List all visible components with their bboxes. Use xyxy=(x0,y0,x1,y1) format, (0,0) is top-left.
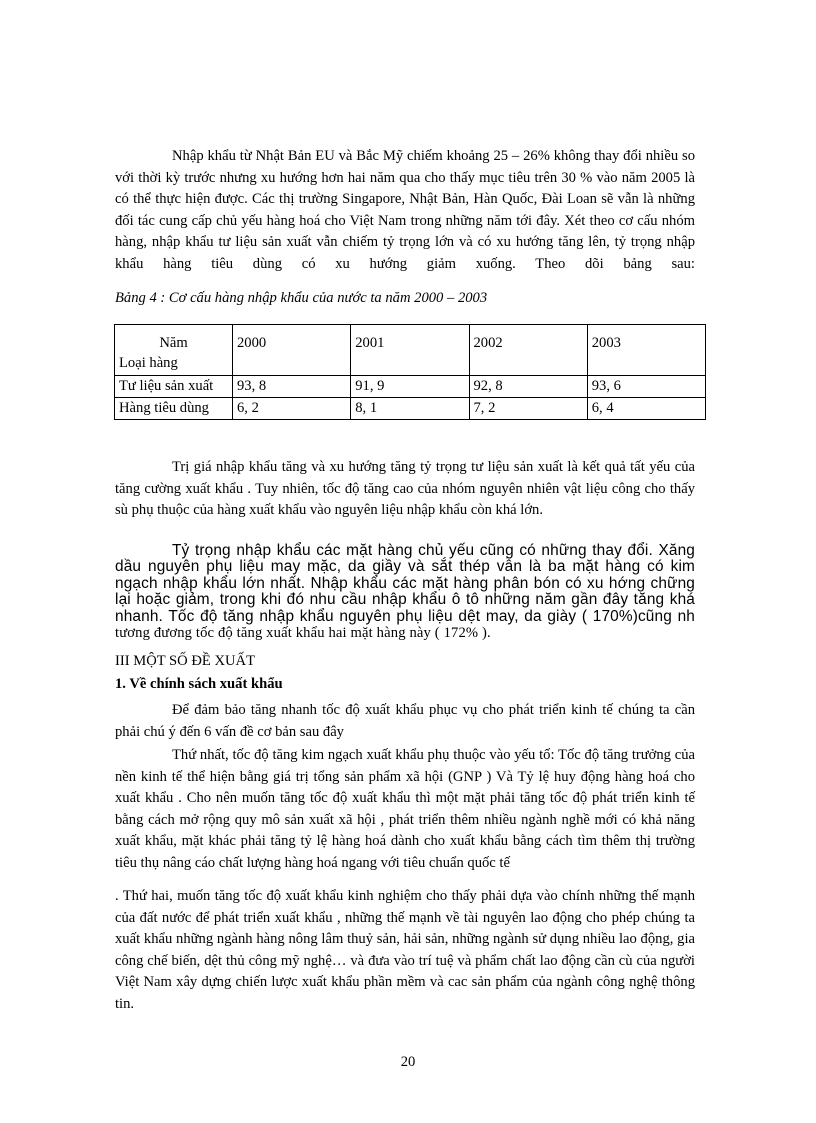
table-cell: 6, 2 xyxy=(233,398,351,420)
table-cell: 93, 8 xyxy=(233,376,351,398)
paragraph-text: Để đảm bảo tăng nhanh tốc độ xuất khẩu phục vụ cho phát triển kinh tế chúng ta cần phải chú ý đến 6 vấn đề cơ bản sau đây xyxy=(115,702,695,740)
paragraph-text: . Thứ hai, muốn tăng tốc độ xuất khẩu kinh nghiệm cho thấy phải dựa vào chính những thế mạnh của đất nước để phát triển xuất khẩu , những thế mạnh về tài nguyên lao động cho phép chúng ta xuất khẩu những ngành hàng nông lâm thuỷ sản, hải sản, những ngành sử dụng nhiều lao động, gia công chế biến, dệt thủ công mỹ nghệ… và đưa vào trí tuệ và phẩm chất lao động cần cù của người Việt Nam xây dựng chiến lược xuất khẩu phần mềm và cac sản phẩm của ngành công nghệ thông tin. xyxy=(115,888,695,1012)
table-header-year: 2003 xyxy=(587,325,705,376)
paragraph-import-items xyxy=(115,543,695,641)
paragraph-export-intro xyxy=(115,700,695,743)
paragraph-text-serif: tương đương tốc độ tăng xuất khẩu hai mặt hàng này ( 172% ). xyxy=(115,625,491,642)
table-cell: 92, 8 xyxy=(469,376,587,398)
paragraph-text: Thứ nhất, tốc độ tăng kim ngạch xuất khẩu phụ thuộc vào yếu tố: Tốc độ tăng trưởng của nền kinh tế thể hiện bằng giá trị tổng sản phẩm xã hội (GNP ) Và Tỷ lệ huy động hàng hoá cho xuất khẩu . Cho nên muốn tăng tốc độ xuất khẩu thì một mặt phải tăng tốc độ phát triển kinh tế bằng cách mở rộng quy mô sản xuất xã hội , phát triển thêm nhiều ngành nghề mới có khả năng xuất khẩu, mặt khác phải tăng tỷ lệ hàng hoá dành cho xuất khẩu bằng cách tìm thêm thị trường tiêu thụ nâng cáo chất lượng hàng hoá ngang với tiêu chuẩn quốc tế xyxy=(115,747,695,871)
paragraph-first-point xyxy=(115,745,695,875)
paragraph-import-markets xyxy=(115,146,695,276)
page-number: 20 xyxy=(400,1054,416,1070)
table-header-year: 2002 xyxy=(469,325,587,376)
subsection-heading: 1. Về chính sách xuất khẩu xyxy=(115,676,283,692)
row-label: Tư liệu sản xuất xyxy=(115,376,233,398)
table-cell: 6, 4 xyxy=(587,398,705,420)
paragraph-import-value xyxy=(115,457,695,522)
paragraph-text: Trị giá nhập khẩu tăng và xu hướng tăng tỷ trọng tư liệu sản xuất là kết quả tất yếu của tăng cường xuất khẩu . Tuy nhiên, tốc độ tăng cao của nhóm nguyên nhiên vật liệu công cho thấy sù phụ thuộc của hàng xuất khẩu vào nguyên liệu nhập khẩu còn khá lớn. xyxy=(115,459,695,519)
header-category-label: Loại hàng xyxy=(119,355,178,371)
table-header-row xyxy=(115,325,706,376)
paragraph-text xyxy=(115,543,695,641)
row-label: Hàng tiêu dùng xyxy=(115,398,233,420)
table-caption: Bảng 4 : Cơ cấu hàng nhập khẩu của nước ta năm 2000 – 2003 xyxy=(115,290,488,306)
paragraph-text-sans: Tỷ trọng nhập khẩu các mặt hàng chủ yếu cũng có những thay đổi. Xăng dầu nguyên phụ liệu may mặc, da giầy và sắt thép vẫn là ba mặt hàng có kim ngạch nhập khẩu lớn nhất. Nhập khẩu các mặt hàng phân bón có xu hớng chững lại hoặc giảm, trong khi đó nhu cầu nhập khẩu ô tô những năm gần đây tăng khá nhanh. Tốc độ tăng nhập khẩu nguyên phụ liệu dệt may, da giày ( 170%)cũng nh xyxy=(115,542,695,625)
table-header-year: 2000 xyxy=(233,325,351,376)
table-row xyxy=(115,398,706,420)
table-cell: 8, 1 xyxy=(351,398,469,420)
table-cell: 7, 2 xyxy=(469,398,587,420)
table-cell: 93, 6 xyxy=(587,376,705,398)
paragraph-text: Nhập khẩu từ Nhật Bản EU và Bắc Mỹ chiếm khoảng 25 – 26% không thay đổi nhiều so với thời kỳ trước nhưng xu hướng hơn hai năm qua cho thấy mục tiêu trên 30 % vào năm 2005 là có thể thực hiện được. Các thị trường Singapore, Nhật Bản, Hàn Quốc, Đài Loan sẽ vẫn là những đối tác cung cấp chủ yếu hàng hoá cho Việt Nam trong những năm tới đây. Xét theo cơ cấu nhóm hàng, nhập khẩu tư liệu sản xuất vẫn chiếm tỷ trọng lớn và có xu hướng tăng lên, tỷ trọng nhập khẩu hàng tiêu dùng có xu hướng giảm xuống. Theo dõi bảng sau: xyxy=(115,148,695,272)
table-row xyxy=(115,376,706,398)
paragraph-second-point xyxy=(115,886,695,1016)
section-heading: III MỘT SỐ ĐỀ XUẤT xyxy=(115,653,255,669)
table-cell: 91, 9 xyxy=(351,376,469,398)
table-header-corner xyxy=(115,325,233,376)
header-year-label: Năm xyxy=(159,335,188,351)
table-header-year: 2001 xyxy=(351,325,469,376)
import-structure-table xyxy=(114,324,706,420)
